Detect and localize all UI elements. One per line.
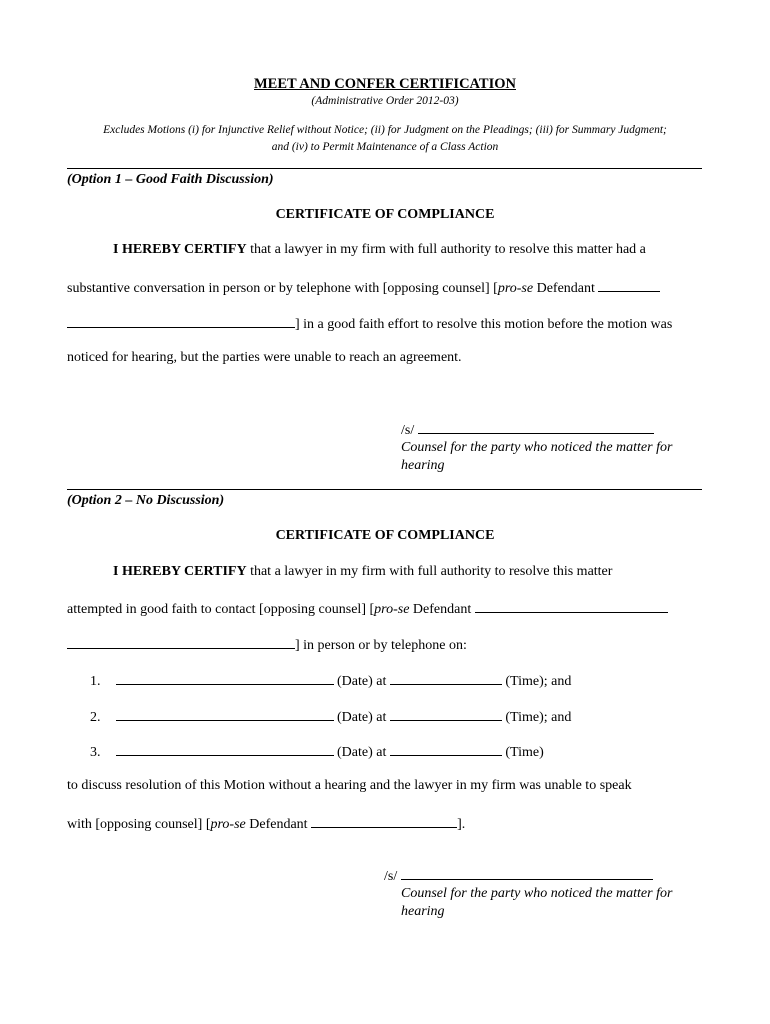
option2-line2-text: attempted in good faith to contact [opposing counsel] [ [67, 602, 375, 617]
option2-line-1 [113, 564, 753, 580]
time-label: (Time); and [505, 710, 572, 725]
time-blank[interactable] [390, 671, 502, 685]
option2-closing-line-1: to discuss resolution of this Motion without a hearing and the lawyer in my firm was unable to speak [67, 778, 632, 793]
option2-signature [384, 866, 653, 885]
option1-caption-line-2: hearing [401, 458, 445, 473]
date-label: (Date) at [337, 745, 387, 760]
closing-defendant-label: Defendant [245, 817, 308, 832]
option1-line-2 [67, 278, 707, 297]
option1-line-4: noticed for hearing, but the parties were unable to reach an agreement. [67, 350, 462, 365]
option1-defendant-blank[interactable] [598, 278, 660, 292]
option1-heading: (Option 1 – Good Faith Discussion) [67, 172, 274, 187]
option1-pro-se: pro-se [497, 281, 534, 296]
option2-item-1 [90, 671, 730, 690]
option2-signature-line[interactable] [401, 866, 653, 880]
option1-defendant-label: Defendant [533, 281, 595, 296]
divider-middle [67, 489, 702, 490]
option2-line-2 [67, 599, 707, 618]
option1-line-1 [113, 242, 753, 258]
option2-item-2 [90, 707, 730, 726]
exclusion-note [0, 122, 770, 156]
option1-sig-prefix: /s/ [401, 423, 415, 438]
option2-defendant-label: Defendant [409, 602, 472, 617]
option2-line-3 [67, 635, 707, 654]
option2-pro-se: pro-se [374, 602, 410, 617]
option2-defendant-blank-2[interactable] [67, 635, 295, 649]
option2-cert-title: CERTIFICATE OF COMPLIANCE [275, 528, 495, 543]
time-blank[interactable] [390, 707, 502, 721]
item-number: 2. [90, 710, 101, 725]
date-blank[interactable] [116, 707, 334, 721]
option2-line3-text: ] in person or by telephone on: [295, 638, 467, 653]
exclusion-line-1: Excludes Motions (i) for Injunctive Relief without Notice; (ii) for Judgment on the Pleadings; (iii) for Summary Judgment; [103, 124, 667, 136]
option1-signature [401, 420, 654, 439]
option2-sig-prefix: /s/ [384, 869, 398, 884]
option2-defendant-blank[interactable] [475, 599, 668, 613]
date-label: (Date) at [337, 710, 387, 725]
option1-line2-text: substantive conversation in person or by telephone with [opposing counsel] [ [67, 281, 498, 296]
exclusion-line-2: and (iv) to Permit Maintenance of a Class Action [271, 141, 499, 153]
option1-lead: I HEREBY CERTIFY [113, 242, 247, 257]
option2-signature-caption [401, 885, 672, 921]
option2-item-3 [90, 742, 730, 761]
option2-lead: I HEREBY CERTIFY [113, 564, 247, 579]
option1-line-3 [67, 314, 707, 333]
document-title: MEET AND CONFER CERTIFICATION [254, 76, 516, 92]
option1-caption-line-1: Counsel for the party who noticed the matter for [401, 440, 673, 455]
option1-line3-text: ] in a good faith effort to resolve this motion before the motion was [295, 317, 673, 332]
divider-top [67, 168, 702, 169]
closing-end: ]. [457, 817, 466, 832]
item-number: 1. [90, 674, 101, 689]
time-label: (Time) [505, 745, 544, 760]
option2-closing-line-2 [67, 814, 707, 833]
option2-heading: (Option 2 – No Discussion) [67, 493, 225, 508]
time-blank[interactable] [390, 742, 502, 756]
date-blank[interactable] [116, 742, 334, 756]
closing-text: with [opposing counsel] [ [67, 817, 211, 832]
document-subtitle: (Administrative Order 2012-03) [311, 95, 459, 107]
option1-line1-text: that a lawyer in my firm with full authority to resolve this matter had a [246, 242, 646, 257]
option1-defendant-blank-2[interactable] [67, 314, 295, 328]
time-label: (Time); and [505, 674, 572, 689]
option2-caption-line-2: hearing [401, 904, 445, 919]
date-label: (Date) at [337, 674, 387, 689]
option1-signature-caption [401, 439, 672, 475]
option1-cert-title: CERTIFICATE OF COMPLIANCE [275, 207, 495, 222]
option2-closing-defendant-blank[interactable] [311, 814, 457, 828]
date-blank[interactable] [116, 671, 334, 685]
item-number: 3. [90, 745, 101, 760]
option1-signature-line[interactable] [418, 420, 654, 434]
closing-pro-se: pro-se [210, 817, 246, 832]
option2-caption-line-1: Counsel for the party who noticed the matter for [401, 886, 673, 901]
option2-line1-text: that a lawyer in my firm with full authority to resolve this matter [246, 564, 613, 579]
